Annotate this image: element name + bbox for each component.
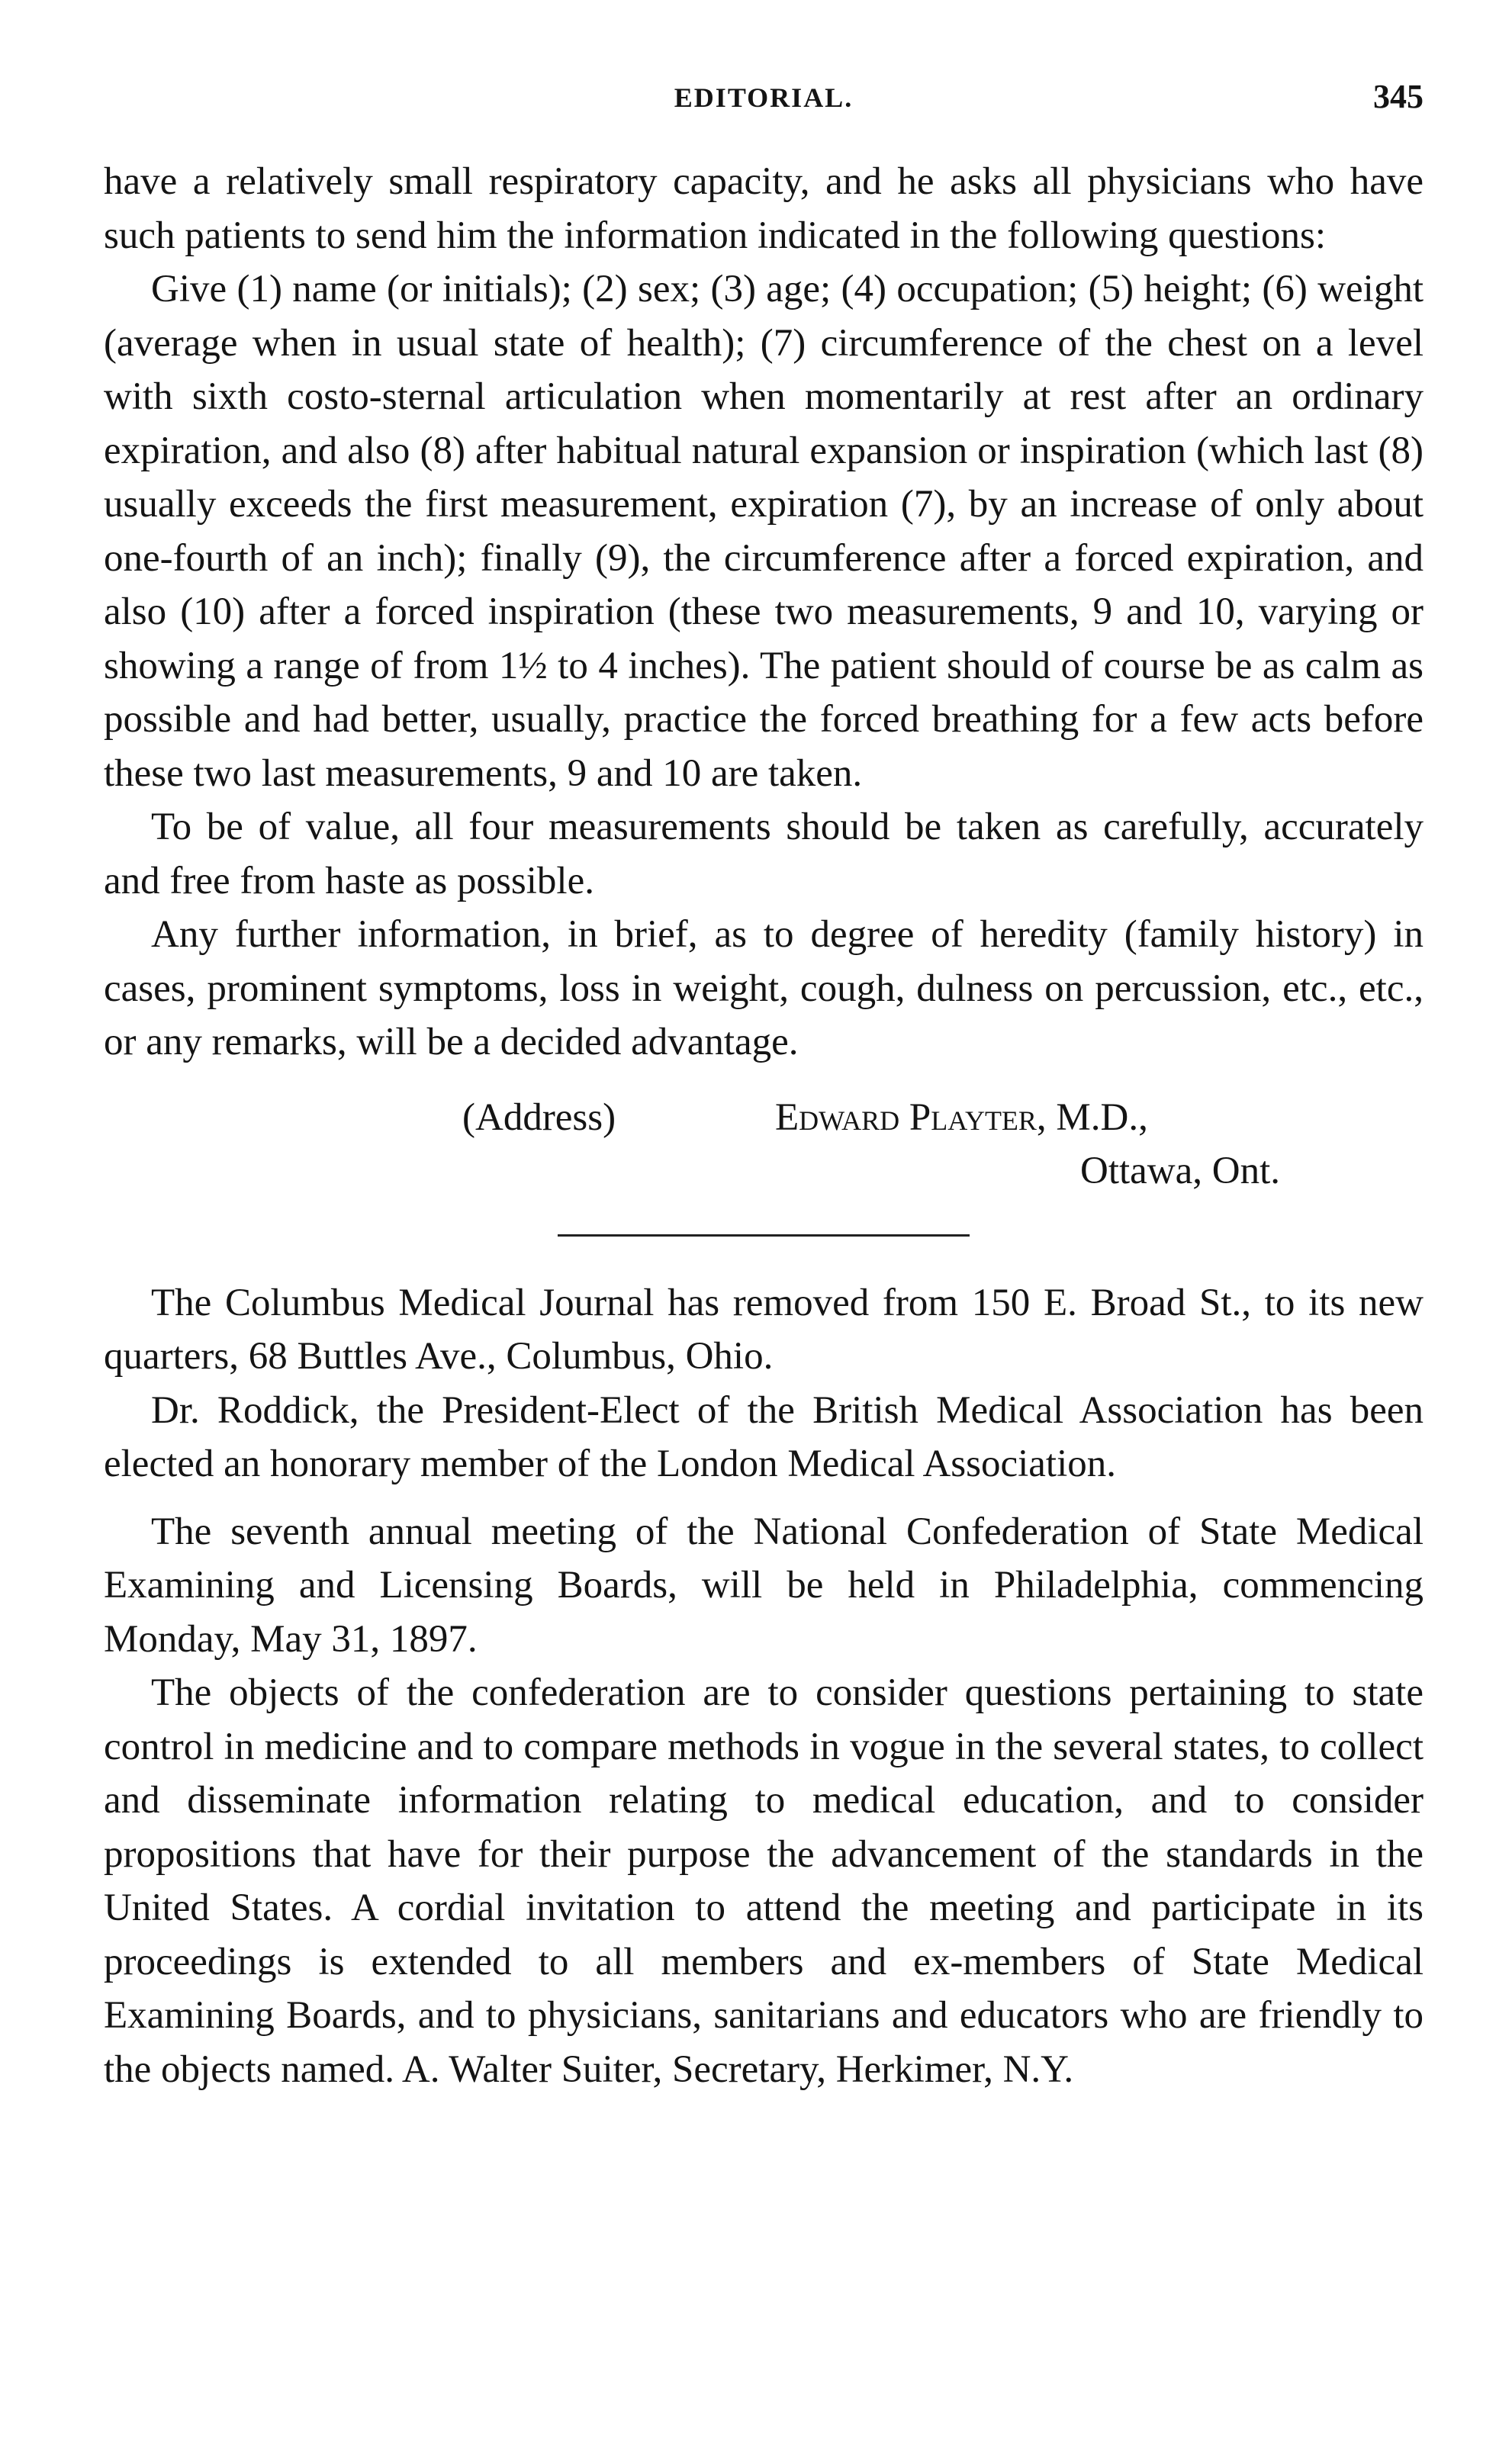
section-divider [558, 1234, 970, 1237]
signature-address-label: (Address) [462, 1095, 616, 1139]
paragraph-measurements-value: To be of value, all four measurements should be taken as carefully, accurately and free from haste as possible. [104, 806, 1424, 902]
page-number: 345 [1373, 78, 1424, 115]
paragraph-columbus-journal: The Columbus Medical Journal has removed from 150 E. Broad St., to its new quarters, 68 Buttles Ave., Columbus, Ohio. [104, 1281, 1424, 1378]
paragraph-roddick: Dr. Roddick, the President-Elect of the British Medical Association has been elected an honorary member of the London Medical Association. [104, 1388, 1424, 1485]
signature-place: Ottawa, Ont. [1080, 1149, 1281, 1192]
running-head [104, 72, 1424, 127]
paragraph-confederation-objects: The objects of the confederation are to consider questions pertaining to state control in medicine and to compare methods in vogue in the several states, to collect and disseminate information relating to medical education, and to consider propositions that have for their purpose the advancement of the standards in the United States. A cordial invitation to attend the meeting and participate in its proceedings is extended to all members and ex-members of State Medical Examining Boards, and to physicians, sanitarians and educators who are friendly to the objects named. A. Walter Suiter, Secretary, Herkimer, N.Y. [104, 1671, 1424, 2091]
paragraph-gap [104, 1491, 1424, 1505]
paragraph-questions: Give (1) name (or initials); (2) sex; (3) age; (4) occupation; (5) height; (6) weight (average when in usual state of health); (7) circumference of the chest on a level with sixth costo-sternal articulation when momentarily at rest after an ordinary expiration, and also (8) after habitual natural expansion or inspiration (which last (8) usually exceeds the first measurement, expiration (7), by an increase of only about one-fourth of an inch); finally (9), the circumference after a forced expiration, and also (10) after a forced inspiration (these two measurements, 9 and 10, varying or showing a range of from 1½ to 4 inches). The patient should of course be as calm as possible and had better, usually, practice the forced breathing for a few acts before these two last measurements, 9 and 10 are taken. [104, 268, 1424, 795]
signature-block [104, 1091, 1424, 1205]
paragraph-annual-meeting: The seventh annual meeting of the National Confederation of State Medical Examining and Licensing Boards, will be held in Philadelphia, commencing Monday, May 31, 1897. [104, 1510, 1424, 1661]
paragraph-respiratory-capacity: have a relatively small respiratory capacity, and he asks all physicians who have such patients to send him the information indicated in the following questions: [104, 160, 1424, 257]
page [104, 72, 1424, 2096]
running-title: EDITORIAL. [674, 82, 854, 113]
signature-name: Edward Playter, M.D., [775, 1095, 1148, 1139]
paragraph-further-information: Any further information, in brief, as to degree of heredity (family history) in cases, prominent symptoms, loss in weight, cough, dulness on percussion, etc., etc., or any remarks, will be a decided advantage. [104, 913, 1424, 1063]
